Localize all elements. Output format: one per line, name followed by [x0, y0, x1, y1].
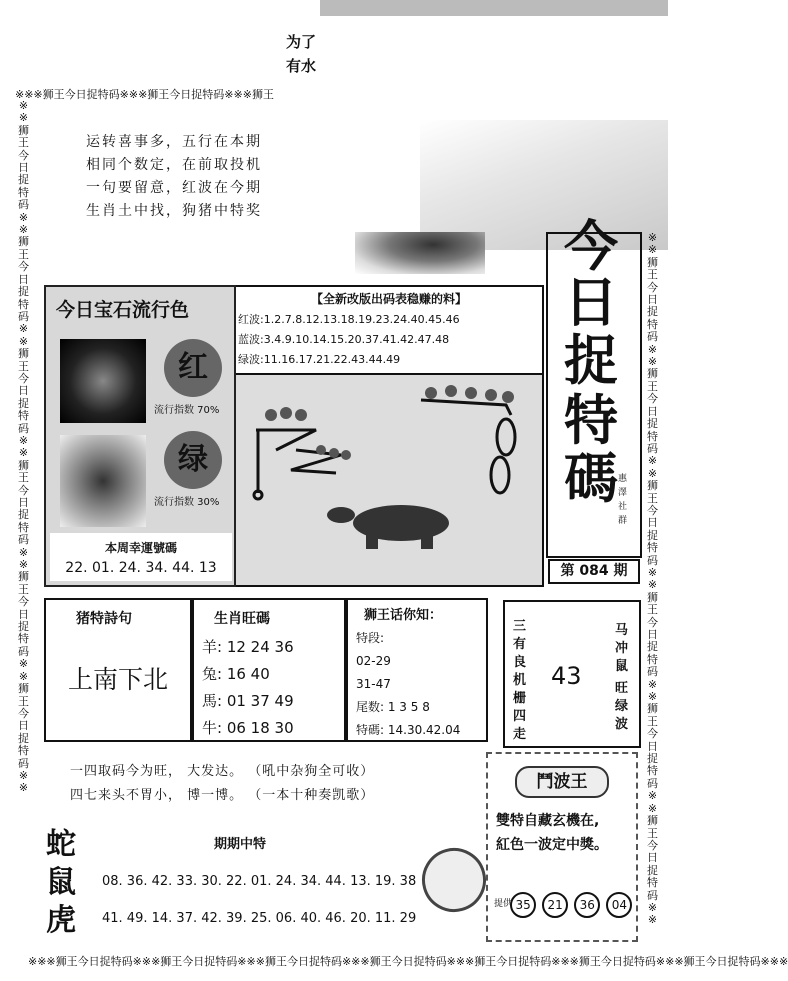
pig-poem-text: 上南下北	[67, 665, 168, 694]
side-left-char-2: 有	[513, 637, 527, 652]
saying-2: 四七来头不胃小， 博一博。 （一本十种奏凯歌）	[70, 788, 375, 803]
side-left-char-3: 良	[513, 655, 527, 670]
wave-king-numbers	[494, 892, 633, 918]
red-index: 流行指数 70%	[154, 405, 220, 416]
animal-2: 鼠	[46, 865, 76, 900]
green-char: 绿	[178, 442, 208, 477]
green-index: 流行指数 30%	[154, 497, 220, 508]
wave-king-line-1: 雙特自藏玄機在,	[496, 813, 600, 829]
lion-row-5: 特碼: 14.30.42.04	[356, 723, 461, 737]
subtitle-char-2: 澤	[618, 488, 628, 498]
issue-box	[548, 559, 640, 584]
turtle-head	[327, 507, 355, 523]
side-right-char-3: 鼠	[615, 659, 629, 674]
top-fragment	[286, 30, 316, 78]
wave-table	[236, 285, 544, 375]
side-right-col	[615, 622, 629, 734]
title-char-5: 碼	[564, 447, 618, 510]
lion-row-1: 特段:	[356, 631, 385, 645]
wave-number-2: 21	[542, 892, 568, 918]
lion-box	[346, 598, 488, 742]
side-left-col	[513, 618, 527, 744]
wave-number-4: 04	[606, 892, 632, 918]
subtitle-char-4: 群	[618, 516, 628, 526]
zodiac-row-4: 牛: 06 18 30	[202, 719, 294, 737]
wave-king-title: 鬥波王	[515, 766, 609, 798]
lion-row-2: 02-29	[356, 654, 391, 668]
turtle-leg-1	[366, 535, 378, 549]
side-left-char-1: 三	[513, 619, 527, 634]
animal-3: 虎	[46, 903, 76, 938]
decoration-lion-image	[355, 232, 485, 274]
poem-line-3: 一句要留意，红波在今期	[86, 180, 262, 196]
red-circle	[164, 339, 222, 397]
top-fragment-line-2: 有水	[286, 57, 317, 75]
title-char-2: 日	[564, 271, 618, 334]
wave-number-3: 36	[574, 892, 600, 918]
title-char-4: 特	[564, 389, 618, 452]
lion-title: 狮王话你知：	[364, 608, 443, 623]
puzzle-svg	[236, 375, 542, 585]
provide-label: 提供	[494, 899, 513, 909]
gem-image-ring-1	[60, 339, 146, 423]
title-char-3: 捉	[564, 329, 618, 392]
puzzle-drawing	[236, 375, 544, 587]
scan-shadow	[320, 0, 668, 16]
zodiac-title: 生肖旺碼	[214, 611, 270, 627]
period-row-1: 08. 36. 42. 33. 30. 22. 01. 24. 34. 44. 13. 19. 38	[102, 874, 417, 889]
title-subtitle	[618, 472, 628, 528]
puzzle-stroke-4	[421, 400, 511, 415]
side-right-char-1: 马	[615, 623, 629, 638]
saying-1: 一四取码今为旺， 大发达。 （吼中杂狗全可收）	[70, 764, 375, 779]
title-block	[546, 215, 642, 558]
wave-red: 红波:1.2.7.8.12.13.18.19.23.24.40.45.46	[238, 313, 460, 326]
border-bottom: ※※※狮王今日捉特码※※※狮王今日捉特码※※※狮王今日捉特码※※※狮王今日捉特码※※※狮王今日捉特码※※※狮王今日捉特码※※※狮王今日捉特码※※※	[28, 955, 788, 968]
wave-green: 绿波:11.16.17.21.22.43.44.49	[238, 353, 401, 366]
issue-label: 第 084 期	[560, 563, 628, 579]
border-left: ※※狮王今日捉特码※※狮王今日捉特码※※狮王今日捉特码※※狮王今日捉特码※※狮王今日捉特码※※狮王今日捉特码※※	[18, 99, 29, 795]
scan-shadow-right	[420, 120, 668, 250]
border-right: ※※狮王今日捉特码※※狮王今日捉特码※※狮王今日捉特码※※狮王今日捉特码※※狮王今日捉特码※※狮王今日捉特码※※	[647, 231, 658, 927]
stamp-seal	[415, 841, 493, 919]
period-title: 期期中特	[214, 837, 267, 852]
lion-row-4: 尾数: 1 3 5 8	[356, 700, 430, 714]
puzzle-dot	[254, 491, 262, 499]
top-fragment-line-1: 为了	[286, 33, 317, 51]
wave-king-line-2: 紅色一波定中獎。	[496, 837, 608, 853]
wave-header: 【全新改版出码表稳赚的料】	[310, 292, 467, 306]
animal-1: 蛇	[46, 827, 76, 862]
zodiac-box	[192, 598, 346, 742]
subtitle-char-1: 惠	[618, 474, 628, 484]
turtle-leg-2	[421, 535, 433, 549]
side-box	[503, 600, 641, 748]
poem-line-4: 生肖土中找，狗猪中特奖	[86, 203, 262, 219]
poem	[86, 131, 262, 223]
side-left-char-4: 机	[513, 673, 527, 688]
poem-line-1: 运转喜事多，五行在本期	[86, 134, 262, 150]
subtitle-char-3: 社	[618, 502, 628, 512]
gem-image-ring-2	[60, 435, 146, 527]
side-left-char-5: 栅	[513, 691, 527, 706]
side-number: 43	[551, 662, 582, 690]
border-top: ※※※狮王今日捉特码※※※狮王今日捉特码※※※狮王	[15, 88, 274, 101]
puzzle-oval-2	[491, 457, 509, 493]
period-row-2: 41. 49. 14. 37. 42. 39. 25. 06. 40. 46. 20. 11. 29	[102, 911, 417, 926]
side-left-char-7: 走	[513, 727, 527, 742]
poem-line-2: 相同个数定，在前取投机	[86, 157, 262, 173]
zodiac-row-1: 羊: 12 24 36	[202, 638, 294, 656]
side-right-char-4: 旺	[615, 681, 629, 696]
wave-king-box	[486, 752, 638, 942]
red-char: 红	[178, 350, 208, 385]
bottom-animals	[46, 826, 76, 940]
zodiac-row-3: 馬: 01 37 49	[202, 692, 294, 710]
gem-panel	[44, 285, 236, 587]
lucky-numbers: 22. 01. 24. 34. 44. 13	[65, 560, 217, 576]
sayings	[70, 760, 374, 808]
side-left-char-6: 四	[513, 709, 527, 724]
zodiac-row-2: 兔: 16 40	[202, 665, 270, 683]
pig-poem-title: 猪特詩句	[76, 611, 132, 627]
green-circle	[164, 431, 222, 489]
wave-number-1: 35	[510, 892, 536, 918]
puzzle-stroke-1	[256, 430, 316, 450]
lucky-title: 本周幸運號碼	[104, 541, 177, 555]
title-char-1: 今	[564, 215, 618, 278]
wave-blue: 蓝波:3.4.9.10.14.15.20.37.41.42.47.48	[238, 333, 450, 346]
pig-poem-box	[44, 598, 192, 742]
side-right-char-2: 冲	[615, 641, 629, 656]
gem-panel-title: 今日宝石流行色	[56, 299, 190, 321]
puzzle-oval-1	[497, 419, 515, 455]
lion-row-3: 31-47	[356, 677, 391, 691]
side-right-char-5: 绿	[615, 699, 629, 714]
side-right-char-6: 波	[615, 717, 629, 732]
lucky-area	[50, 533, 232, 581]
